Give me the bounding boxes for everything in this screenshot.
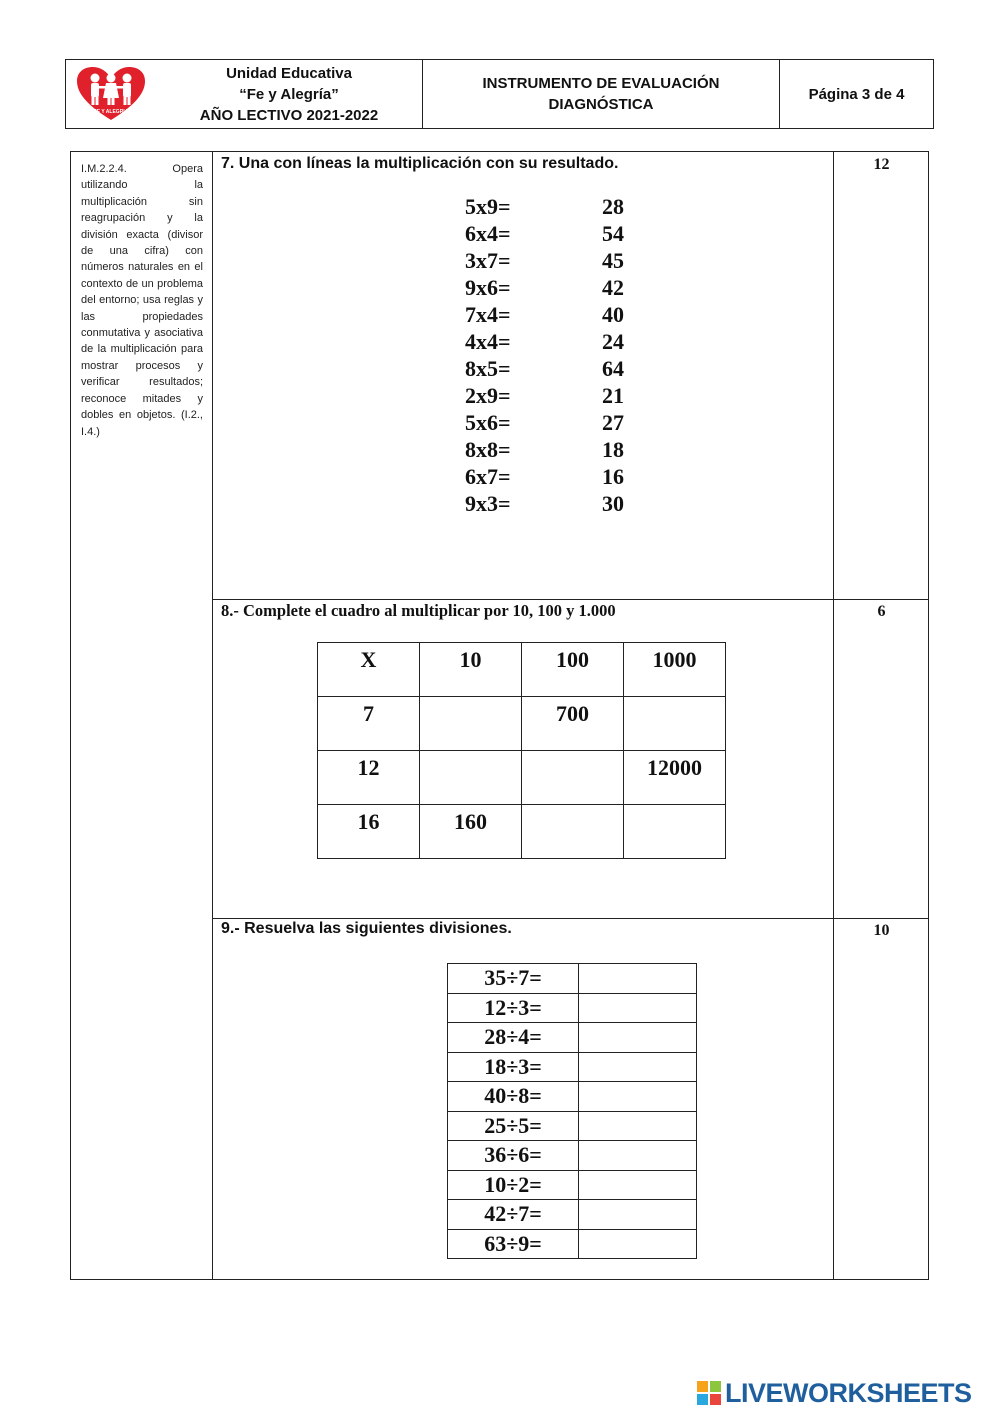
- grid-header-cell: 1000: [624, 643, 726, 697]
- division-answer-cell[interactable]: [579, 993, 697, 1023]
- multiplication-row[interactable]: [465, 491, 665, 518]
- school-motto: “Fe y Alegría”: [239, 85, 339, 103]
- division-answer-cell[interactable]: [579, 1170, 697, 1200]
- multiplication-expression[interactable]: 8x5=: [465, 356, 511, 381]
- division-expression: 42÷7=: [448, 1200, 579, 1230]
- grid-answer-cell[interactable]: [420, 751, 522, 805]
- multiplication-expression[interactable]: 7x4=: [465, 302, 511, 327]
- division-row: [448, 1052, 697, 1082]
- multiplication-result[interactable]: 27: [602, 410, 624, 435]
- multiplication-row[interactable]: [465, 464, 665, 491]
- document-header: [65, 59, 934, 129]
- grid-answer-cell[interactable]: [624, 805, 726, 859]
- division-expression: 63÷9=: [448, 1229, 579, 1259]
- multiplication-expression[interactable]: 5x9=: [465, 194, 511, 219]
- grid-answer-cell[interactable]: [420, 697, 522, 751]
- multiplication-expression[interactable]: 8x8=: [465, 437, 511, 462]
- division-answer-cell[interactable]: [579, 1200, 697, 1230]
- division-answer-cell[interactable]: [579, 1229, 697, 1259]
- multiplication-expression[interactable]: 2x9=: [465, 383, 511, 408]
- row-divider: [212, 599, 928, 600]
- grid-answer-cell[interactable]: [522, 805, 624, 859]
- division-answer-cell[interactable]: [579, 1052, 697, 1082]
- grid-answer-cell: 700: [522, 697, 624, 751]
- division-expression: 18÷3=: [448, 1052, 579, 1082]
- question-7-score: 12: [873, 156, 890, 173]
- division-row: [448, 1229, 697, 1259]
- multiplication-row[interactable]: [465, 410, 665, 437]
- multiplication-result[interactable]: 30: [602, 491, 624, 516]
- school-year: AÑO LECTIVO 2021-2022: [199, 106, 379, 124]
- grid-header-cell: X: [318, 643, 420, 697]
- liveworksheets-logo-icon: [697, 1381, 721, 1405]
- grid-header-row: [318, 643, 726, 697]
- question-8-title: 8.- Complete el cuadro al multiplicar por 10, 100 y 1.000: [221, 601, 616, 620]
- division-expression: 35÷7=: [448, 964, 579, 994]
- division-answer-cell[interactable]: [579, 1023, 697, 1053]
- document-title-line1: INSTRUMENTO DE EVALUACIÓN: [482, 75, 720, 92]
- multiplication-row[interactable]: [465, 221, 665, 248]
- division-row: [448, 1111, 697, 1141]
- division-row: [448, 1141, 697, 1171]
- division-answer-cell[interactable]: [579, 1141, 697, 1171]
- multiplication-result[interactable]: 42: [602, 275, 624, 300]
- multiplication-row[interactable]: [465, 275, 665, 302]
- multiplication-result[interactable]: 18: [602, 437, 624, 462]
- grid-answer-cell[interactable]: [624, 697, 726, 751]
- multiplication-expression[interactable]: 9x6=: [465, 275, 511, 300]
- multiplication-result[interactable]: 21: [602, 383, 624, 408]
- evaluation-table: [70, 151, 929, 1280]
- logo-text: FE Y ALEGRIA: [93, 109, 129, 115]
- multiplication-row[interactable]: [465, 248, 665, 275]
- multiplication-row[interactable]: [465, 329, 665, 356]
- division-row: [448, 964, 697, 994]
- multiplication-row[interactable]: [465, 437, 665, 464]
- multiplication-row[interactable]: [465, 356, 665, 383]
- division-row: [448, 1200, 697, 1230]
- multiplication-expression[interactable]: 4x4=: [465, 329, 511, 354]
- column-divider: [212, 152, 213, 1279]
- liveworksheets-brand: [697, 1378, 972, 1408]
- school-name: Unidad Educativa: [226, 64, 352, 82]
- heart-logo-icon: [75, 66, 147, 122]
- multiplication-row[interactable]: [465, 302, 665, 329]
- multiplication-expression[interactable]: 6x4=: [465, 221, 511, 246]
- division-row: [448, 1170, 697, 1200]
- document-title-block: [422, 60, 780, 128]
- brand-name: LIVEWORKSHEETS: [725, 1377, 972, 1408]
- multiplication-result[interactable]: 64: [602, 356, 624, 381]
- grid-header-cell: 100: [522, 643, 624, 697]
- multiplication-result[interactable]: 54: [602, 221, 624, 246]
- division-expression: 12÷3=: [448, 993, 579, 1023]
- multiplication-result[interactable]: 45: [602, 248, 624, 273]
- question-7-title: 7. Una con líneas la multiplicación con su resultado.: [221, 155, 619, 172]
- multiplication-expression[interactable]: 3x7=: [465, 248, 511, 273]
- division-answer-cell[interactable]: [579, 1111, 697, 1141]
- division-table: [447, 963, 697, 1259]
- multiplication-grid: [317, 642, 726, 859]
- question-9-score: 10: [873, 922, 890, 939]
- multiplication-result[interactable]: 24: [602, 329, 624, 354]
- division-row: [448, 1082, 697, 1112]
- grid-row-label: 12: [318, 751, 420, 805]
- grid-header-cell: 10: [420, 643, 522, 697]
- grid-row: [318, 751, 726, 805]
- grid-row: [318, 697, 726, 751]
- multiplication-expression[interactable]: 9x3=: [465, 491, 511, 516]
- division-expression: 28÷4=: [448, 1023, 579, 1053]
- column-divider: [833, 152, 834, 1279]
- division-answer-cell[interactable]: [579, 1082, 697, 1112]
- page-number: Página 3 de 4: [808, 85, 905, 103]
- multiplication-row[interactable]: [465, 383, 665, 410]
- division-answer-cell[interactable]: [579, 964, 697, 994]
- division-row: [448, 993, 697, 1023]
- multiplication-row[interactable]: [465, 194, 665, 221]
- division-row: [448, 1023, 697, 1053]
- division-expression: 40÷8=: [448, 1082, 579, 1112]
- multiplication-expression[interactable]: 5x6=: [465, 410, 511, 435]
- grid-answer-cell: 12000: [624, 751, 726, 805]
- grid-row-label: 7: [318, 697, 420, 751]
- school-name-block: [156, 60, 422, 128]
- grid-row: [318, 805, 726, 859]
- grid-answer-cell[interactable]: [522, 751, 624, 805]
- multiplication-expression[interactable]: 6x7=: [465, 464, 511, 489]
- question-8-score: 6: [877, 603, 886, 620]
- question-9-title: 9.- Resuelva las siguientes divisiones.: [221, 920, 512, 937]
- row-divider: [212, 918, 928, 919]
- grid-row-label: 16: [318, 805, 420, 859]
- document-title-line2: DIAGNÓSTICA: [548, 96, 654, 113]
- multiplication-result[interactable]: 28: [602, 194, 624, 219]
- performance-indicator: I.M.2.2.4. Opera utilizando la multiplicación sin reagrupación y la división exacta (divisor de una cifra) con números naturales en el contexto de un problema del entorno; usa reglas y las propiedades conmutativa y asociativa de la multiplicación para mostrar procesos y verificar resultados; reconoce mitades y dobles en objetos. (I.2., I.4.): [81, 163, 203, 438]
- division-expression: 10÷2=: [448, 1170, 579, 1200]
- division-expression: 25÷5=: [448, 1111, 579, 1141]
- school-logo: [66, 60, 156, 128]
- multiplication-result[interactable]: 40: [602, 302, 624, 327]
- division-expression: 36÷6=: [448, 1141, 579, 1171]
- multiplication-result[interactable]: 16: [602, 464, 624, 489]
- grid-answer-cell: 160: [420, 805, 522, 859]
